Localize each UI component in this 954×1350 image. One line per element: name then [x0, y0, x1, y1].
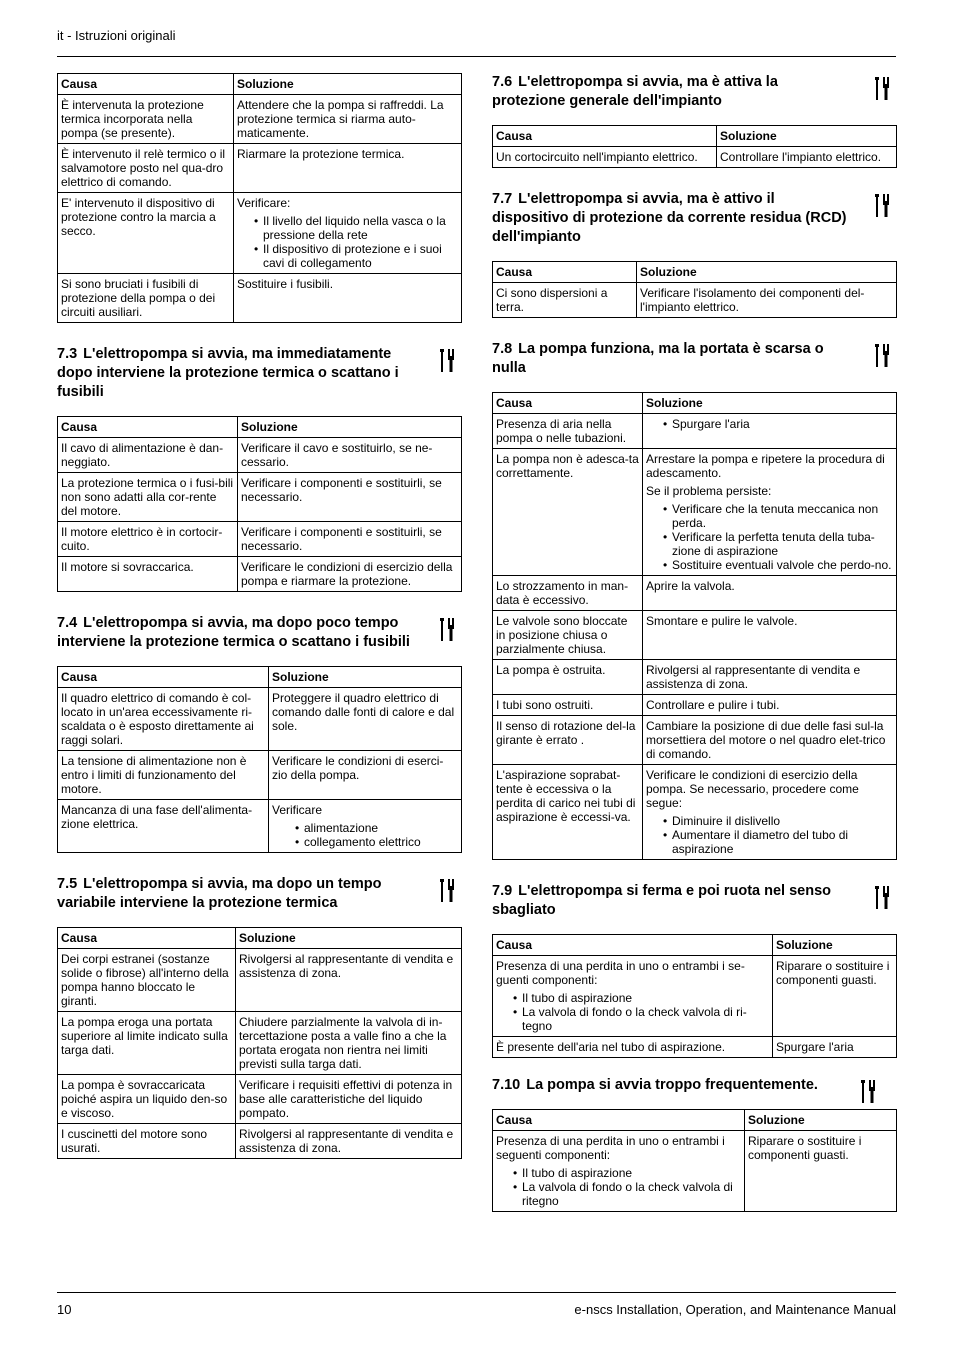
cause-cell: Si sono bruciati i fusibili di protezione della pompa o dei circuiti ausiliari.: [58, 274, 234, 323]
solution-cell: Sostituire i fusibili.: [234, 274, 462, 323]
cause-cell: È intervenuto il relè termico o il salvamotore posto nel qua-dro elettrico di comando.: [58, 144, 234, 193]
table-7-10: [492, 1109, 897, 1212]
cause-cell: Lo strozzamento in man-data è eccessivo.: [493, 576, 643, 611]
table-header-row: [58, 74, 462, 95]
table-7-3: [57, 416, 462, 592]
solution-cell: Attendere che la pompa si raffreddi. La protezione termica si riarma auto-maticamente.: [234, 95, 462, 144]
cause-cell: È intervenuta la protezione termica incorporata nella pompa (se presente).: [58, 95, 234, 144]
cause-cell: E' intervenuto il dispositivo di protezione contro la marcia a secco.: [58, 193, 234, 274]
cause-cell: La pompa è sovraccaricata poiché aspira un liquido den-so e viscoso.: [58, 1075, 236, 1124]
wrench-screwdriver-icon: [438, 877, 456, 905]
column-header-causa: Causa: [493, 393, 643, 414]
solution-text: Verificare: [272, 803, 323, 817]
column-header-causa: Causa: [58, 417, 238, 438]
table-row: [493, 1131, 897, 1212]
list-item: • La valvola di fondo o la check valvola di ri-tegno: [522, 1005, 769, 1033]
table-header-row: [493, 393, 897, 414]
column-header-soluzione: Soluzione: [643, 393, 897, 414]
table-row: [58, 1075, 462, 1124]
column-header-soluzione: Soluzione: [269, 667, 462, 688]
cause-cell: Il motore si sovraccarica.: [58, 557, 238, 592]
solution-cell: Riarmare la protezione termica.: [234, 144, 462, 193]
cause-text: Presenza di una perdita in uno o entrambi i se-guenti componenti:: [496, 959, 745, 987]
section-heading-7-8: [492, 340, 897, 378]
section-number: 7.7: [492, 191, 513, 207]
table-row: [58, 557, 462, 592]
solution-cell: Verificare le condizioni di esercizio della pompa e riarmare la protezione.: [238, 557, 462, 592]
solution-cell: Riparare o sostituire i componenti guasti.: [745, 1131, 897, 1212]
solution-cell: [643, 449, 897, 576]
list-item: • Il dispositivo di protezione e i suoi cavi di collegamento: [263, 242, 458, 270]
table-header-row: [58, 667, 462, 688]
table-row: [58, 95, 462, 144]
solution-cell: Verificare le condizioni di eserci-zio della pompa.: [269, 751, 462, 800]
table-row: [493, 147, 897, 168]
page-number: 10: [57, 1302, 72, 1317]
cause-cell: Dei corpi estranei (sostanze solide o fibrose) all'interno della pompa hanno bloccato le giranti.: [58, 949, 236, 1012]
running-header: it - Istruzioni originali: [57, 28, 176, 43]
wrench-screwdriver-icon: [438, 616, 456, 644]
right-column: [492, 73, 897, 1212]
solution-list: [646, 814, 893, 856]
table-7-8: [492, 392, 897, 860]
table-7-7: [492, 261, 897, 318]
wrench-screwdriver-icon: [438, 347, 456, 375]
column-header-causa: Causa: [493, 262, 637, 283]
column-header-soluzione: Soluzione: [236, 928, 462, 949]
section-title: L'elettropompa si avvia, ma è attiva la protezione generale dell'impianto: [492, 74, 778, 109]
table-row: [493, 695, 897, 716]
solution-text: Verificare le condizioni di esercizio della pompa. Se necessario, procedere come segue:: [646, 768, 859, 810]
table-7-5: [57, 927, 462, 1159]
solution-cell: Controllare l'impianto elettrico.: [717, 147, 897, 168]
table-7-2-continued: [57, 73, 462, 323]
cause-cell: I tubi sono ostruiti.: [493, 695, 643, 716]
solution-cell: [643, 765, 897, 860]
cause-cell: Ci sono dispersioni a terra.: [493, 283, 637, 318]
solution-list: [646, 502, 893, 572]
section-title: L'elettropompa si avvia, ma dopo poco tempo interviene la protezione termica o scattano i fusibili: [57, 615, 410, 650]
list-item: • Spurgare l'aria: [672, 417, 893, 431]
table-row: [58, 1012, 462, 1075]
section-number: 7.9: [492, 883, 513, 899]
cause-list: [496, 991, 769, 1033]
solution-cell: Verificare i componenti e sostituirli, se necessario.: [238, 473, 462, 522]
section-heading-7-9: [492, 882, 897, 920]
list-item: • Verificare che la tenuta meccanica non perda.: [672, 502, 893, 530]
list-item: • Il tubo di aspirazione: [522, 1166, 741, 1180]
cause-cell: Le valvole sono bloccate in posizione chiusa o parzialmente chiusa.: [493, 611, 643, 660]
solution-cell: Proteggere il quadro elettrico di comando dalle fonti di calore e dal sole.: [269, 688, 462, 751]
section-number: 7.4: [57, 615, 78, 631]
table-row: [493, 765, 897, 860]
table-row: [493, 576, 897, 611]
section-heading-7-6: [492, 73, 897, 111]
section-number: 7.10: [492, 1077, 521, 1093]
cause-cell: [493, 956, 773, 1037]
section-title: La pompa funziona, ma la portata è scarsa o nulla: [492, 341, 824, 376]
wrench-screwdriver-icon: [873, 192, 891, 220]
table-row: [493, 1037, 897, 1058]
section-title: L'elettropompa si avvia, ma immediatamente dopo interviene la protezione termica o scattano i fusibili: [57, 346, 399, 400]
wrench-screwdriver-icon: [873, 884, 891, 912]
section-heading-7-10: [492, 1076, 897, 1095]
solution-cell: Verificare il cavo e sostituirlo, se ne-cessario.: [238, 438, 462, 473]
solution-cell: Rivolgersi al rappresentante di vendita e assistenza di zona.: [236, 949, 462, 1012]
solution-cell: Rivolgersi al rappresentante di vendita e assistenza di zona.: [236, 1124, 462, 1159]
table-row: [58, 1124, 462, 1159]
solution-cell: Verificare i requisiti effettivi di potenza in base alle caratteristiche del liquido pompato.: [236, 1075, 462, 1124]
column-header-soluzione: Soluzione: [637, 262, 897, 283]
section-heading-7-5: [57, 875, 462, 913]
column-header-soluzione: Soluzione: [238, 417, 462, 438]
section-number: 7.8: [492, 341, 513, 357]
cause-cell: La pompa eroga una portata superiore al limite indicato sulla targa dati.: [58, 1012, 236, 1075]
manual-title: e-nscs Installation, Operation, and Maintenance Manual: [574, 1302, 896, 1317]
list-item: • Aumentare il diametro del tubo di aspirazione: [672, 828, 893, 856]
table-row: [493, 660, 897, 695]
table-row: [58, 193, 462, 274]
table-row: [58, 274, 462, 323]
cause-text: Presenza di una perdita in uno o entrambi i seguenti componenti:: [496, 1134, 725, 1162]
solution-cell: [269, 800, 462, 853]
list-item: • Il tubo di aspirazione: [522, 991, 769, 1005]
table-7-9: [492, 934, 897, 1058]
table-row: [58, 438, 462, 473]
cause-cell: Il cavo di alimentazione è dan-neggiato.: [58, 438, 238, 473]
solution-cell: Chiudere parzialmente la valvola di in-tercettazione posta a valle fino a che la portata erogata non rientra nei limiti previsti sulla targa dati.: [236, 1012, 462, 1075]
column-header-soluzione: Soluzione: [745, 1110, 897, 1131]
section-number: 7.3: [57, 346, 78, 362]
cause-cell: Il quadro elettrico di comando è col-locato in un'area eccessivamente ri-scaldata o è esposto direttamente ai raggi solari.: [58, 688, 269, 751]
table-row: [58, 522, 462, 557]
solution-text: Arrestare la pompa e ripetere la procedura di adescamento.: [646, 452, 885, 480]
column-header-causa: Causa: [58, 928, 236, 949]
section-heading-7-3: [57, 345, 462, 402]
section-heading-7-7: [492, 190, 897, 247]
section-number: 7.5: [57, 876, 78, 892]
solution-cell: Aprire la valvola.: [643, 576, 897, 611]
cause-cell: Il motore elettrico è in cortocir-cuito.: [58, 522, 238, 557]
column-header-causa: Causa: [493, 1110, 745, 1131]
table-header-row: [58, 417, 462, 438]
cause-cell: L'aspirazione soprabat-tente è eccessiva o la perdita di carico nei tubi di aspirazione è eccessi-va.: [493, 765, 643, 860]
column-header-soluzione: Soluzione: [773, 935, 897, 956]
solution-cell: Riparare o sostituire i componenti guasti.: [773, 956, 897, 1037]
column-header-causa: Causa: [493, 935, 773, 956]
section-title: L'elettropompa si avvia, ma è attivo il dispositivo di protezione da corrente residua (RCD) dell'impianto: [492, 191, 847, 245]
cause-cell: Il senso di rotazione del-la girante è errato .: [493, 716, 643, 765]
cause-cell: La protezione termica o i fusi-bili non sono adatti alla cor-rente del motore.: [58, 473, 238, 522]
table-row: [58, 751, 462, 800]
section-heading-7-4: [57, 614, 462, 652]
table-header-row: [58, 928, 462, 949]
cause-cell: È presente dell'aria nel tubo di aspirazione.: [493, 1037, 773, 1058]
section-title: L'elettropompa si avvia, ma dopo un tempo variabile interviene la protezione termica: [57, 876, 382, 911]
column-header-causa: Causa: [493, 126, 717, 147]
cause-cell: [493, 1131, 745, 1212]
table-row: [58, 473, 462, 522]
table-row: [58, 949, 462, 1012]
solution-cell: Verificare l'isolamento dei componenti del-l'impianto elettrico.: [637, 283, 897, 318]
solution-cell: [234, 193, 462, 274]
footer-rule: [57, 1292, 896, 1293]
table-header-row: [493, 126, 897, 147]
table-row: [493, 611, 897, 660]
section-title: L'elettropompa si ferma e poi ruota nel senso sbagliato: [492, 883, 832, 918]
table-row: [58, 800, 462, 853]
header-rule: [57, 56, 896, 57]
column-header-causa: Causa: [58, 667, 269, 688]
table-row: [493, 449, 897, 576]
table-header-row: [493, 935, 897, 956]
cause-cell: La pompa non è adesca-ta correttamente.: [493, 449, 643, 576]
list-item: • alimentazione: [304, 821, 458, 835]
table-row: [58, 144, 462, 193]
section-title: La pompa si avvia troppo frequentemente.: [526, 1077, 818, 1093]
solution-cell: Cambiare la posizione di due delle fasi sul-la morsettiera del motore o nel quadro elet-trico di comando.: [643, 716, 897, 765]
table-row: [493, 716, 897, 765]
list-item: • Sostituire eventuali valvole che perdo-no.: [672, 558, 893, 572]
column-header-causa: Causa: [58, 74, 234, 95]
solution-cell: Controllare e pulire i tubi.: [643, 695, 897, 716]
cause-cell: Presenza di aria nella pompa o nelle tubazioni.: [493, 414, 643, 449]
table-7-4: [57, 666, 462, 853]
cause-cell: I cuscinetti del motore sono usurati.: [58, 1124, 236, 1159]
table-header-row: [493, 262, 897, 283]
cause-cell: Mancanza di una fase dell'alimenta-zione elettrica.: [58, 800, 269, 853]
cause-cell: La pompa è ostruita.: [493, 660, 643, 695]
cause-cell: Un cortocircuito nell'impianto elettrico.: [493, 147, 717, 168]
table-row: [58, 688, 462, 751]
list-item: • collegamento elettrico: [304, 835, 458, 849]
solution-cell: Spurgare l'aria: [773, 1037, 897, 1058]
solution-list: [237, 214, 458, 270]
solution-list: [272, 821, 458, 849]
cause-cell: La tensione di alimentazione non è entro i limiti di funzionamento del motore.: [58, 751, 269, 800]
solution-list: [646, 417, 893, 431]
solution-cell: Smontare e pulire le valvole.: [643, 611, 897, 660]
solution-text: Se il problema persiste:: [646, 484, 772, 498]
solution-cell: Verificare i componenti e sostituirli, se necessario.: [238, 522, 462, 557]
solution-cell: [643, 414, 897, 449]
table-row: [493, 956, 897, 1037]
list-item: • Il livello del liquido nella vasca o la pressione della rete: [263, 214, 458, 242]
column-header-soluzione: Soluzione: [717, 126, 897, 147]
table-header-row: [493, 1110, 897, 1131]
wrench-screwdriver-icon: [873, 75, 891, 103]
column-header-soluzione: Soluzione: [234, 74, 462, 95]
wrench-screwdriver-icon: [873, 342, 891, 370]
list-item: • Verificare la perfetta tenuta della tuba-zione di aspirazione: [672, 530, 893, 558]
section-number: 7.6: [492, 74, 513, 90]
wrench-screwdriver-icon: [859, 1078, 877, 1106]
solution-text: Verificare:: [237, 196, 291, 210]
cause-list: [496, 1166, 741, 1208]
table-row: [493, 283, 897, 318]
table-7-6: [492, 125, 897, 168]
list-item: • Diminuire il dislivello: [672, 814, 893, 828]
left-column: [57, 73, 462, 1159]
solution-cell: Rivolgersi al rappresentante di vendita e assistenza di zona.: [643, 660, 897, 695]
table-row: [493, 414, 897, 449]
list-item: • La valvola di fondo o la check valvola di ritegno: [522, 1180, 741, 1208]
